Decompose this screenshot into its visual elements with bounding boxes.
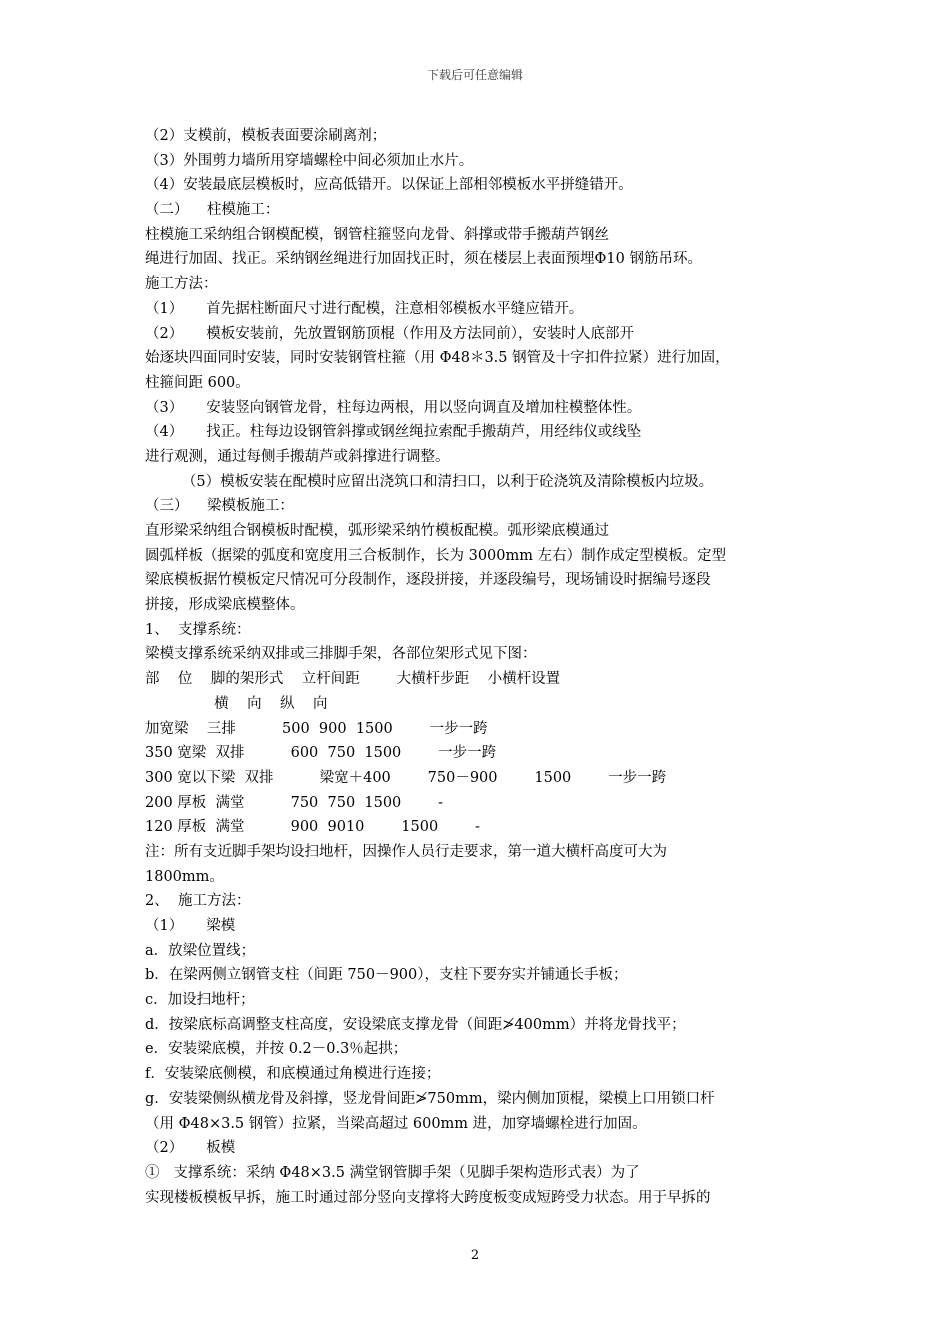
list-item: g．安装梁侧纵横龙骨及斜撑，竖龙骨间距≯750mm，梁内侧加顶棍，梁模上口用锁口杆 (145, 1090, 715, 1107)
page-number: 2 (470, 1248, 480, 1263)
table-row: 加宽梁 三排 500 900 1500 一步一跨 (145, 720, 488, 737)
list-item: d．按梁底标高调整支柱高度，安设梁底支撑龙骨（间距≯400mm）并将龙骨找平； (145, 1016, 686, 1033)
text-line: 始逐块四面同时安装，同时安装钢管柱箍（用 Φ48＊3.5 钢管及十字扣件拉紧）进行加固， (145, 350, 730, 367)
text-line: 进行观测，通过每侧手搬葫芦或斜撑进行调整。 (145, 448, 450, 465)
list-item: c．加设扫地杆； (145, 992, 255, 1009)
text-line: ① 支撑系统：采纳 Φ48×3.5 满堂钢管脚手架（见脚手架构造形式表）为了 (145, 1164, 640, 1181)
text-line: 梁模支撑系统采纳双排或三排脚手架，各部位架形式见下图： (145, 646, 537, 663)
table-row: 200 厚板 满堂 750 750 1500 - (145, 794, 444, 811)
text-line: 梁底模板据竹模板定尺情况可分段制作，逐段拼接，并逐段编号，现场铺设时据编号逐段 (145, 572, 711, 589)
document-body (145, 124, 810, 1210)
text-line: （3）外围剪力墙所用穿墙螺栓中间必须加止水片。 (145, 152, 474, 169)
list-item: a．放梁位置线； (145, 942, 256, 959)
text-line: 柱模施工采纳组合钢模配模，钢管柱箍竖向龙骨、斜撑或带手搬葫芦钢丝 (145, 226, 609, 243)
text-line: （1） 首先据柱断面尺寸进行配模，注意相邻模板水平缝应错开。 (145, 300, 584, 317)
text-line: （3） 安装竖向钢管龙骨，柱每边两根，用以竖向调直及增加柱模整体性。 (145, 399, 642, 416)
list-item: e．安装梁底模，并按 0.2－0.3％起拱； (145, 1041, 408, 1058)
table-row: 120 厚板 满堂 900 9010 1500 - (145, 819, 480, 836)
section-heading: （二） 柱模施工： (145, 202, 280, 219)
table-header-row: 部 位 脚的架形式 立杆间距 大横杆步距 小横杆设置 (145, 671, 561, 688)
table-header-row: 横 向 纵 向 (145, 695, 328, 712)
section-heading: 1、 支撑系统： (145, 621, 251, 638)
section-heading: 2、 施工方法： (145, 893, 251, 910)
text-line: （2）支模前，模板表面要涂刷离剂； (145, 128, 387, 144)
text-line: 直形梁采纳组合钢模板时配模，弧形梁采纳竹模板配模。弧形梁底模通过 (145, 523, 609, 539)
section-heading: （三） 梁模板施工： (145, 498, 294, 515)
text-line: 柱箍间距 600。 (145, 374, 250, 391)
text-line: （5）模板安装在配模时应留出浇筑口和清扫口，以利于砼浇筑及清除模板内垃圾。 (145, 473, 714, 490)
text-line: （用 Φ48×3.5 钢管）拉紧，当梁高超过 600mm 进，加穿墙螺栓进行加固。 (145, 1115, 647, 1132)
table-row: 350 宽梁 双排 600 750 1500 一步一跨 (145, 745, 497, 762)
text-line: （4）安装最底层模板时，应高低错开。以保证上部相邻模板水平拼缝错开。 (145, 177, 633, 194)
text-line: 1800mm。 (145, 868, 224, 885)
text-line: 圆弧样板（据梁的弧度和宽度用三合板制作，长为 3000mm 左右）制作成定型模板。定型 (145, 547, 727, 564)
list-item: b．在梁两侧立钢管支柱（间距 750－900），支柱下要夯实并铺通长手板； (145, 967, 628, 984)
text-line: 注：所有支近脚手架均设扫地杆，因操作人员行走要求，第一道大横杆高度可大为 (145, 843, 667, 860)
list-item: f．安装梁底侧模，和底模通过角模进行连接； (145, 1066, 441, 1083)
text-line: （2） 板模 (145, 1140, 236, 1157)
text-line: 绳进行加固、找正。采纳钢丝绳进行加固找正时，须在楼层上表面预埋Φ10 钢筋吊环。 (145, 251, 702, 268)
text-line: 实现楼板模板早拆，施工时通过部分竖向支撑将大跨度板变成短跨受力状态。用于早拆的 (145, 1189, 711, 1206)
text-line: 施工方法： (145, 276, 218, 293)
text-line: （1） 梁模 (145, 918, 236, 934)
text-line: 拼接，形成梁底模整体。 (145, 597, 305, 614)
text-line: （2） 模板安装前，先放置钢筋顶棍（作用及方法同前），安装时人底部开 (145, 325, 635, 342)
text-line: （4） 找正。柱每边设钢管斜撑或钢丝绳拉索配手搬葫芦，用经纬仪或线坠 (145, 424, 642, 441)
table-row: 300 宽以下梁 双排 梁宽＋400 750－900 1500 一步一跨 (145, 769, 667, 786)
page-header: 下载后可任意编辑 (426, 68, 523, 82)
